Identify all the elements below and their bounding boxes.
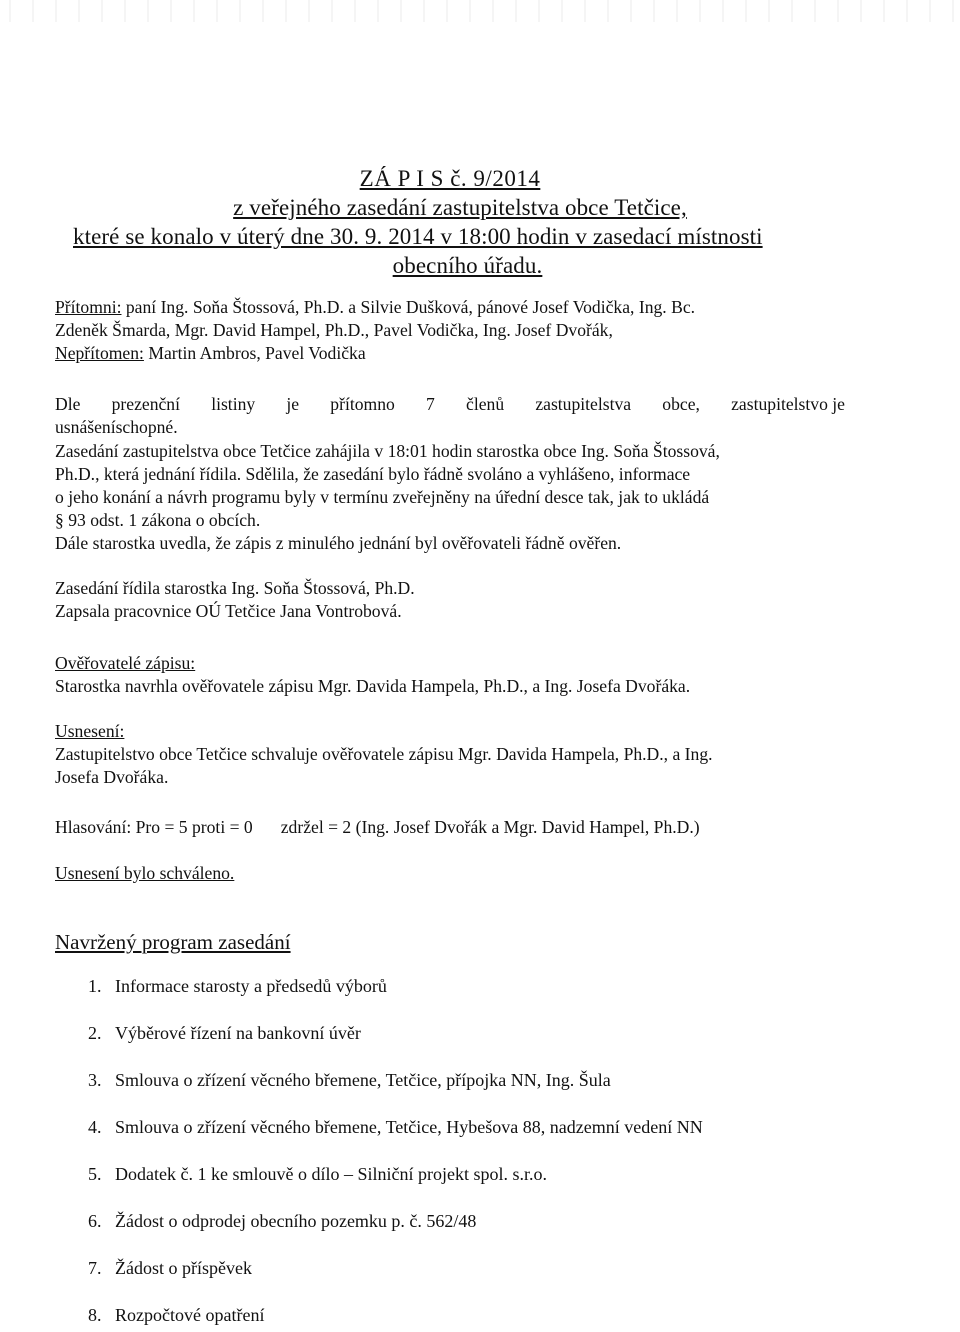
absent-text: Martin Ambros, Pavel Vodička — [143, 343, 366, 363]
present-text-2: Zdeněk Šmarda, Mgr. David Hampel, Ph.D., Pavel Vodička, Ing. Josef Dvořák, — [55, 320, 613, 340]
agenda-item-number: 4. — [88, 1117, 102, 1137]
title-line-4: obecního úřadu. — [392, 253, 543, 278]
agenda-item — [88, 1164, 547, 1185]
quorum-word: 7 — [426, 394, 435, 414]
agenda-item — [88, 1211, 476, 1232]
agenda-item-text: Smlouva o zřízení věcného břemene, Tetčice, Hybešova 88, nadzemní vedení NN — [115, 1117, 703, 1137]
agenda-item — [88, 1258, 252, 1279]
agenda-heading: Navržený program zasedání — [55, 930, 291, 954]
opening-line-3: o jeho konání a návrh programu byly v termínu zveřejněny na úřední desce tak, jak to ukládá — [55, 487, 710, 507]
vote-result-line — [55, 862, 845, 885]
absent-label: Nepřítomen: — [55, 343, 144, 363]
agenda-item-number: 3. — [88, 1070, 102, 1090]
quorum-word: listiny — [211, 394, 256, 414]
resolution-line-2: Josefa Dvořáka. — [55, 767, 169, 787]
agenda-item-text: Žádost o odprodej obecního pozemku p. č. 562/48 — [115, 1211, 477, 1231]
present-label: Přítomni: — [55, 297, 122, 317]
agenda-item — [88, 1117, 703, 1138]
vote-abstain: zdržel = 2 (Ing. Josef Dvořák a Mgr. David Hampel, Ph.D.) — [280, 817, 700, 837]
opening-line-1: Zasedání zastupitelstva obce Tetčice zahájila v 18:01 hodin starostka obce Ing. Soňa Štossová, — [55, 441, 720, 461]
agenda-item-number: 8. — [88, 1305, 102, 1325]
opening-line-5: Dále starostka uvedla, že zápis z minulého jednání byl ověřovateli řádně ověřen. — [55, 533, 622, 553]
document-title — [55, 164, 845, 280]
vote-line — [55, 816, 845, 839]
quorum-paragraph — [55, 393, 845, 439]
opening-paragraph — [55, 440, 845, 555]
quorum-word: prezenční — [111, 394, 180, 414]
attendance-present — [55, 296, 845, 365]
vote-text: Hlasování: Pro = 5 proti = 0 — [55, 817, 253, 837]
chair-line-1: Zasedání řídila starostka Ing. Soňa Štossová, Ph.D. — [55, 578, 415, 598]
title-line-3: které se konalo v úterý dne 30. 9. 2014 v 18:00 hodin v zasedací místnosti — [73, 224, 763, 249]
opening-line-4: § 93 odst. 1 zákona o obcích. — [55, 510, 261, 530]
chair-paragraph — [55, 577, 845, 623]
agenda-item-text: Dodatek č. 1 ke smlouvě o dílo – Silniční projekt spol. s.r.o. — [115, 1164, 547, 1184]
scan-artifact-top — [0, 0, 960, 22]
present-text-1: paní Ing. Soňa Štossová, Ph.D. a Silvie Dušková, pánové Josef Vodička, Ing. Bc. — [121, 297, 696, 317]
agenda-item-text: Žádost o příspěvek — [115, 1258, 252, 1278]
agenda-item-text: Smlouva o zřízení věcného břemene, Tetčice, přípojka NN, Ing. Šula — [115, 1070, 611, 1090]
quorum-word: obce, — [662, 394, 700, 414]
agenda-item-number: 6. — [88, 1211, 102, 1231]
agenda-item-number: 7. — [88, 1258, 102, 1278]
agenda-item — [88, 1023, 361, 1044]
resolution-line-1: Zastupitelstvo obce Tetčice schvaluje ověřovatele zápisu Mgr. Davida Hampela, Ph.D., a Ing. — [55, 744, 713, 764]
quorum-word: je — [286, 394, 300, 414]
quorum-word: členů — [466, 394, 505, 414]
verifiers-text: Starostka navrhla ověřovatele zápisu Mgr. Davida Hampela, Ph.D., a Ing. Josefa Dvořáka. — [55, 676, 691, 696]
agenda-item — [88, 1305, 264, 1326]
quorum-word: přítomno — [330, 394, 395, 414]
agenda-item — [88, 976, 387, 997]
agenda-item-text: Informace starosty a předsedů výborů — [115, 976, 387, 996]
title-line-2: z veřejného zasedání zastupitelstva obce Tetčice, — [233, 195, 687, 220]
agenda-item — [88, 1070, 611, 1091]
opening-line-2: Ph.D., která jednání řídila. Sdělila, že zasedání bylo řádně svoláno a vyhlášeno, informace — [55, 464, 691, 484]
verifiers-section — [55, 652, 845, 698]
quorum-line-1 — [55, 393, 845, 416]
agenda-item-number: 5. — [88, 1164, 102, 1184]
quorum-word: Dle — [55, 394, 81, 414]
resolution-section — [55, 720, 845, 789]
agenda-item-text: Rozpočtové opatření — [115, 1305, 265, 1325]
agenda-item-number: 1. — [88, 976, 102, 996]
vote-result: Usnesení bylo schváleno. — [55, 863, 235, 883]
quorum-word: zastupitelstva — [535, 394, 632, 414]
verifiers-heading: Ověřovatelé zápisu: — [55, 653, 196, 673]
agenda-item-text: Výběrové řízení na bankovní úvěr — [115, 1023, 361, 1043]
quorum-line-2: usnášeníschopné. — [55, 417, 178, 437]
resolution-heading: Usnesení: — [55, 721, 125, 741]
chair-line-2: Zapsala pracovnice OÚ Tetčice Jana Vontrobová. — [55, 601, 402, 621]
agenda-item-number: 2. — [88, 1023, 102, 1043]
title-line-1: ZÁ P I S č. 9/2014 — [359, 166, 541, 191]
quorum-word: zastupitelstvo je — [731, 394, 845, 414]
